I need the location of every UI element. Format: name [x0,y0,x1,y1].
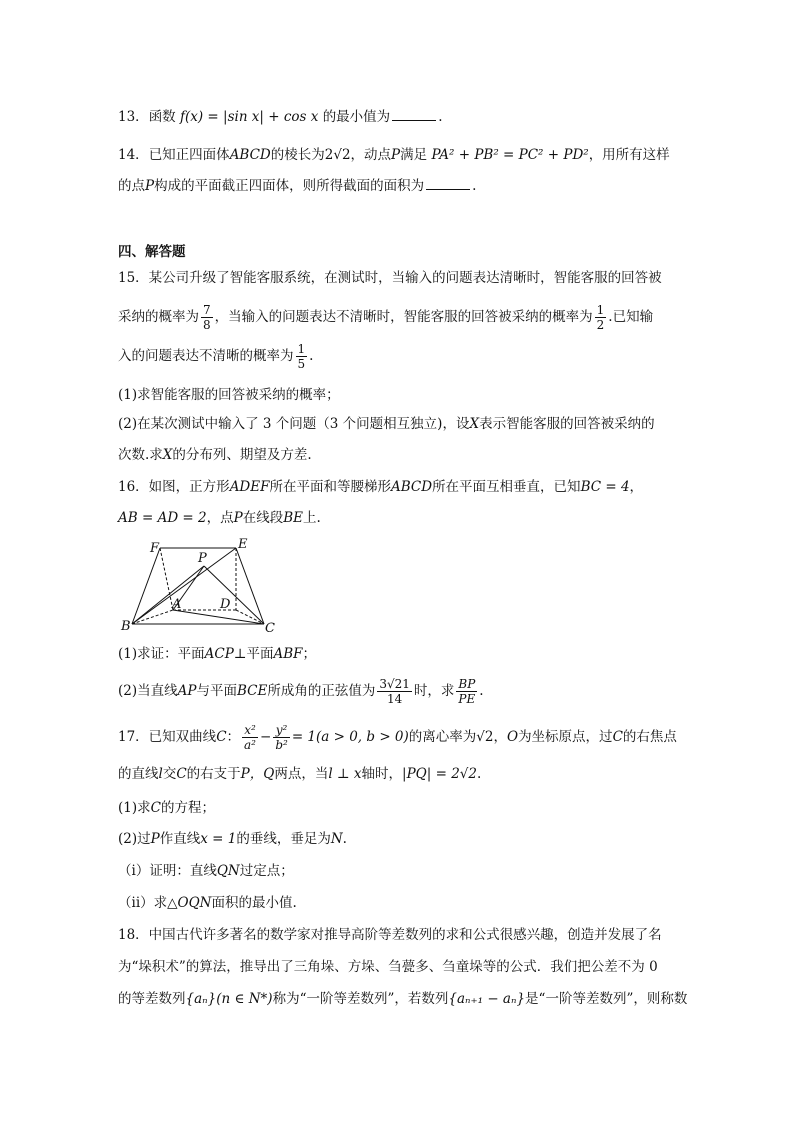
edge-ec [236,548,264,624]
q15-part-1: (1)求智能客服的回答被采纳的概率； [118,387,340,403]
q16-p2-e: . [479,683,484,699]
fraction-sine [377,677,412,706]
q16-text-e: ，点 [206,510,234,526]
q15-line-3 [118,341,678,371]
edge-ba [132,610,173,624]
question-13 [118,107,678,127]
q14-number: 14． [118,147,149,163]
q13-end: . [438,109,443,125]
q17-part-2-ii [118,893,678,913]
frac-den: PE [458,692,476,706]
q17-line-2 [118,764,678,784]
curve-c: C [150,800,161,816]
fraction-x2-a2 [242,723,258,752]
q14-point-2: P [145,178,155,194]
answer-blank [426,177,470,190]
n-domain: (n ∈ N*) [216,991,273,1007]
q16-p2-a: (2)当直线 [118,683,178,699]
origin-o: O [506,729,519,745]
q17-text-e: 为坐标原点，过 [518,729,613,745]
bc-length: BC = 4 [580,479,630,495]
plane-abf: ABF [273,646,303,662]
q16-text-f: 在线段 [242,510,284,526]
q15-text-3: 入的问题表达不清晰的概率为 [118,348,294,364]
q17-line-1 [118,722,678,752]
q16-text-d: ， [629,479,644,495]
label-e: E [238,538,248,552]
diff-sequence: {aₙ₊₁ − aₙ} [448,991,526,1007]
section-heading: 四、解答题 [118,244,186,260]
q17-p2-d: . [342,831,347,847]
q17-ii-b: 面积的最小值. [211,895,297,911]
edge-pc [204,566,264,624]
q15-p3-a: 次数.求 [118,447,163,463]
var-x: X [469,416,480,432]
square-name: ADEF [229,479,270,495]
trapezoid-name: ABCD [390,479,433,495]
q16-p1-c: ； [302,646,317,662]
q15-text: 采纳的概率为 [118,309,199,325]
q18-text-c: 是“一阶等差数列”，则称数 [525,991,688,1007]
q15-text-c: .已知输 [608,309,654,325]
frac-num: 7 [203,303,211,317]
point-p: P [233,510,243,526]
l-perp-x: l ⊥ x [328,766,362,782]
q15-line-2 [118,302,678,332]
question-14-line-2 [118,176,678,196]
q17-text-k: 轴时， [361,766,403,782]
q17-ii-a: （ii）求△ [118,895,178,911]
minus-sign: − [260,729,272,745]
q17-part-2-i [118,861,678,881]
q15-end: . [309,348,314,364]
q16-line-1 [118,477,678,497]
hyperbola-condition: = 1(a > 0, b > 0) [291,729,409,745]
frac-den: b² [275,738,288,752]
frac-num: 3√21 [379,677,410,691]
q16-text-g: 上. [303,510,321,526]
segment-be: BE [283,510,303,526]
ab-ad-length: AB = AD = 2 [118,510,207,526]
q16-line-2 [118,508,678,528]
q16-p2-d: 时，求 [413,683,455,699]
frac-num: 1 [297,342,306,356]
q14-edge: 2√2 [324,147,351,163]
q16-p2-b: 与平面 [196,683,237,699]
q17-part-2 [118,829,678,849]
q18-line-1: 18．中国古代许多著名的数学家对推导高阶等差数列的求和公式很感兴趣，创造并发展了名 [118,927,662,943]
q17-text-l: . [476,766,482,782]
q16-part-2 [118,676,678,706]
q17-text-f: 的右焦点 [622,729,677,745]
label-f: F [150,541,160,556]
q15-part-2 [118,414,678,434]
q14-line2-b: 构成的平面截正四面体，则所得截面的面积为 [154,178,425,194]
q14-text-d: 满足 [400,147,428,163]
q16-p2-c: 所成角的正弦值为 [267,683,376,699]
q17-text-i: 的右支于 [186,766,241,782]
q14-tetra: ABCD [229,147,271,163]
frac-den: 8 [203,318,211,332]
q15-line-1: 15．某公司升级了智能客服系统，在测试时，当输入的问题表达清晰时，智能客服的回答被 [118,270,662,286]
q17-text-d: ， [493,729,507,745]
frac-den: 2 [596,318,605,332]
q17-p2-a: (2)过 [118,831,151,847]
answer-blank [392,108,436,121]
q17-p2-b: 作直线 [159,831,201,847]
q17-text-c: 的离心率为 [408,729,477,745]
q17-text-g: 的直线 [118,766,159,782]
points-pq: P，Q [240,766,275,782]
curve-c: C [612,729,623,745]
perp-symbol: ⊥ [233,646,247,662]
question-14-line-1 [118,145,678,165]
q17-text-b: ： [226,729,241,745]
frac-num: x² [242,723,258,738]
frac-den: 14 [386,692,403,706]
q14-condition: PA² + PB² = PC² + PD² [431,147,589,163]
fraction-7-8 [201,303,213,332]
q13-text: 函数 [148,109,176,125]
frac-den: a² [244,738,256,752]
q18-text-b: 称为“一阶等差数列”，若数列 [272,991,449,1007]
q16-text-c: 所在平面互相垂直，已知 [432,479,581,495]
plane-bce: BCE [236,683,268,699]
q16-p1-a: (1)求证：平面 [118,646,205,662]
q18-line-2: 为“垛积术”的算法，推导出了三角垛、方垛、刍甍多、刍童垛等的公式．我们把公差不为 0 [118,959,658,975]
q14-line2-a: 的点 [118,178,145,194]
q16-p1-b: 平面 [246,646,274,662]
q17-p1-a: (1)求 [118,800,151,816]
var-x: X [162,447,173,463]
geometry-figure [118,538,288,638]
fraction-y2-b2 [273,723,290,752]
q17-text-a: 17．已知双曲线 [118,729,217,745]
pq-length: |PQ| = 2√2 [402,766,477,782]
sequence-an: {aₙ} [185,991,217,1007]
fraction-bp-pe [456,677,477,706]
line-ap: AP [177,683,197,699]
label-p: P [198,551,207,566]
point-p: P [150,831,160,847]
label-c: C [265,621,275,636]
point-n: N [330,831,343,847]
frac-num: y² [273,723,290,738]
frac-num: BP [458,677,476,691]
q18-line-3 [118,989,688,1009]
q13-text-b: 的最小值为 [322,109,391,125]
q14-text-b: 的棱长为 [270,147,325,163]
frac-num: 1 [596,303,605,317]
plane-acp: ACP [204,646,234,662]
q17-p1-b: 的方程； [160,800,215,816]
q16-text-b: 所在平面和等腰梯形 [269,479,391,495]
curve-c: C [176,766,187,782]
q13-number: 13． [118,109,149,125]
q15-p2-b: 表示智能客服的回答被采纳的 [479,416,655,432]
q15-p2-a: (2)在某次测试中输入了 3 个问题（3 个问题相互独立)，设 [118,416,470,432]
q15-p3-b: 的分布列、期望及方差. [172,447,312,463]
fraction-1-2 [595,303,607,332]
curve-c: C [216,729,227,745]
line-l: l [158,766,163,782]
q14-point: P [391,147,401,163]
line-x-eq-1: x = 1 [200,831,237,847]
q13-formula: (x) = |sin x| + cos x [184,109,319,125]
q14-end: . [472,178,477,194]
label-b: B [121,619,131,634]
q14-text-c: ，动点 [350,147,392,163]
q17-i-a: （i）证明：直线 [118,863,217,879]
q17-text-j: 两点，当 [274,766,329,782]
triangle-oqn: OQN [177,895,212,911]
edge-be [132,548,236,624]
q16-part-1 [118,644,678,664]
q15-part-2-cont [118,445,678,465]
label-a: A [172,597,182,612]
fraction-1-5 [296,342,308,371]
q13-func-name: f [179,109,185,125]
q16-text-a: 16．如图，正方形 [118,479,230,495]
q17-i-b: 过定点； [239,863,294,879]
q17-p2-c: 的垂线，垂足为 [236,831,331,847]
q17-text-h: 交 [162,766,177,782]
line-qn: QN [216,863,240,879]
q14-text-a: 已知正四面体 [148,147,230,163]
q18-text-a: 的等差数列 [118,991,186,1007]
q14-text-e: ，用所有这样 [588,147,670,163]
label-d: D [220,597,231,612]
q15-text-b: ，当输入的问题表达不清晰时，智能客服的回答被采纳的概率为 [214,309,593,325]
frac-den: 5 [297,357,306,371]
q17-part-1 [118,798,678,818]
eccentricity: √2 [476,729,494,745]
